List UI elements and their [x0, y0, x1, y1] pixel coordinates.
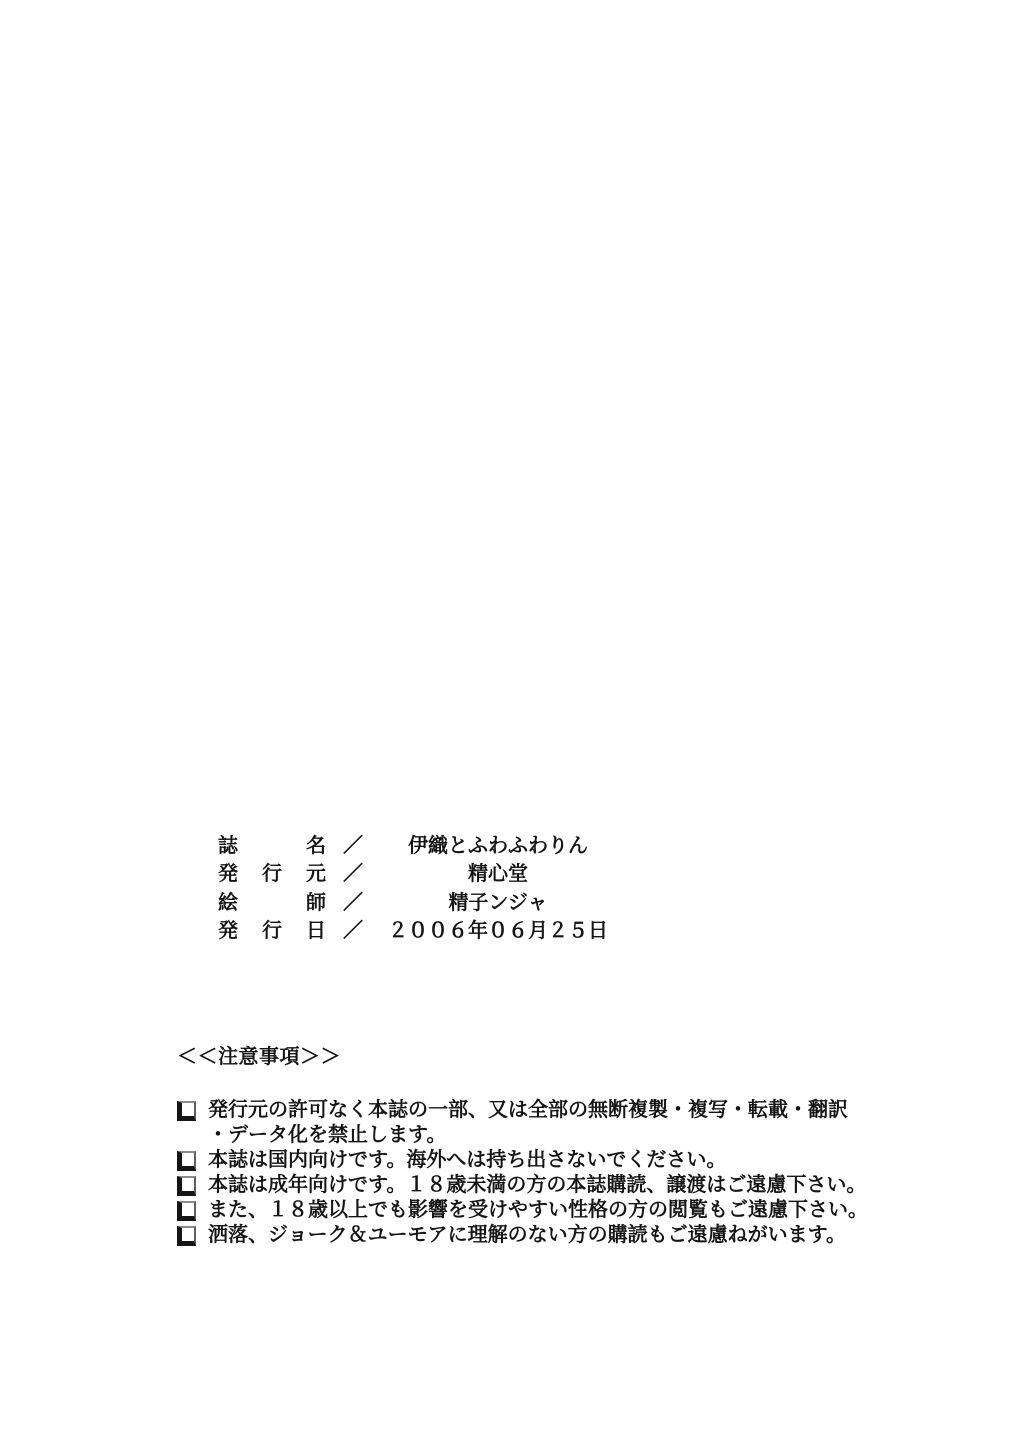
notice-text — [208, 1198, 868, 1223]
colophon-field-value: 伊織とふわふわりん — [408, 833, 588, 857]
colophon-separator-slash: ／ — [343, 861, 363, 886]
notice-item — [177, 1098, 868, 1148]
notice-line: 本誌は国内向けです。海外へは持ち出さないでください。 — [208, 1149, 727, 1171]
notice-line: 本誌は成年向けです。１８歳未満の方の本誌購読、譲渡はご遠慮下さい。 — [208, 1174, 867, 1196]
colophon-field-label: 絵師 — [218, 889, 326, 914]
colophon-field-value: 精心堂 — [468, 861, 528, 886]
colophon-row — [218, 831, 628, 859]
colophon-field-label: 発行日 — [218, 917, 326, 942]
notice-item — [177, 1198, 868, 1223]
notices-section — [177, 1044, 868, 1248]
notice-text — [208, 1223, 846, 1248]
notice-text — [208, 1148, 726, 1173]
notices-heading: ＜＜注意事項＞＞ — [177, 1046, 341, 1068]
open-square-bullet-icon — [177, 1201, 196, 1221]
notices-list — [177, 1098, 868, 1248]
colophon-separator-slash: ／ — [343, 917, 363, 942]
notice-item — [177, 1223, 868, 1248]
notice-text — [208, 1173, 866, 1198]
notice-line: また、１８歳以上でも影響を受けやすい性格の方の閲覧もご遠慮下さい。 — [208, 1199, 868, 1221]
notice-line: 洒落、ジョーク＆ユーモアに理解のない方の購読もご遠慮ねがいます。 — [208, 1224, 846, 1246]
colophon-field-value: 精子ンジャ — [448, 889, 548, 914]
colophon-rows — [218, 831, 628, 944]
colophon-field-label: 誌名 — [218, 833, 326, 857]
colophon-row — [218, 888, 628, 916]
colophon-row — [218, 859, 628, 887]
open-square-bullet-icon — [177, 1176, 196, 1196]
open-square-bullet-icon — [177, 1151, 196, 1171]
notice-line: ・データ化を禁止します。 — [208, 1124, 447, 1146]
colophon-info-block — [218, 831, 628, 944]
colophon-row — [218, 916, 628, 944]
colophon-field-label: 発行元 — [218, 861, 326, 886]
notice-line: 発行元の許可なく本誌の一部、又は全部の無断複製・複写・転載・翻訳 — [208, 1099, 848, 1121]
colophon-field-value: ２００６年０６月２５日 — [388, 917, 608, 942]
notice-item — [177, 1148, 868, 1173]
open-square-bullet-icon — [177, 1101, 196, 1121]
colophon-separator-slash: ／ — [343, 833, 363, 857]
notice-text — [208, 1098, 848, 1148]
open-square-bullet-icon — [177, 1226, 196, 1246]
notice-item — [177, 1173, 868, 1198]
colophon-separator-slash: ／ — [343, 889, 363, 914]
